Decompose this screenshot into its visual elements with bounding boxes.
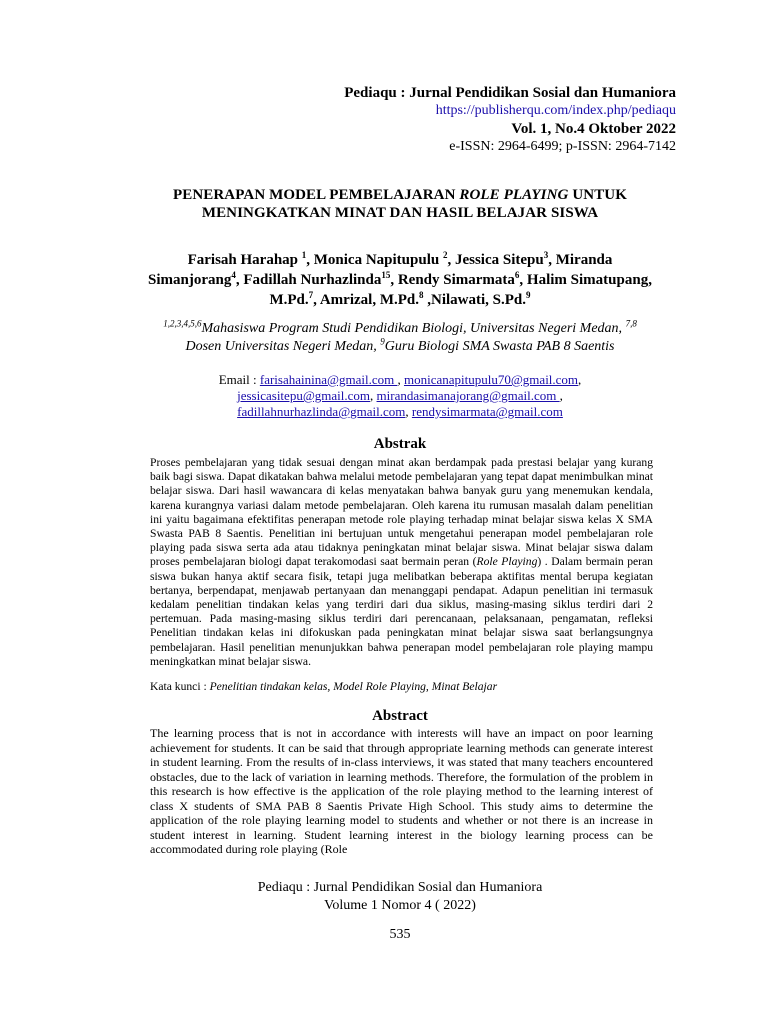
email-link[interactable]: rendysimarmata@gmail.com xyxy=(411,404,563,419)
author-sup: 8 xyxy=(418,290,424,300)
affil-sup: 7,8 xyxy=(625,318,637,329)
abstrak-heading: Abstrak xyxy=(373,436,427,452)
abstrak-text-italic: Role Playing xyxy=(476,555,538,569)
abstrak-body xyxy=(150,456,653,669)
author-sep: , xyxy=(548,252,556,268)
affil-text: Mahasiswa Program Studi Pendidikan Biologi, Universitas Negeri Medan, xyxy=(201,321,626,336)
author-sep: , xyxy=(313,292,320,308)
keywords-label: Kata kunci : xyxy=(150,680,210,693)
abstract-body: The learning process that is not in accordance with interests will have an impact on poor learning achievement for students. It can be said that through appropriate learning methods can generate interest in student learning. From the results of in-class interviews, it was stated that many teachers encountered obstacles, due to the lack of variation in learning methods. Therefore, the formulation of the problem in this research is how effective is the application of the role playing method to the learning interest of class X students of SMA PAB 8 Saentis Private High School. This study aims to determine the application of the role playing learning model to students and whether or not there is an increase in student interest in learning. Student learning interest in the biology learning process can be accommodated during role playing (Role xyxy=(150,726,653,856)
author-sep: , xyxy=(235,272,244,288)
author-name: Rendy Simarmata xyxy=(397,272,515,288)
author-name: Amrizal, M.Pd. xyxy=(319,292,419,308)
volume-info: Vol. 1, No.4 Oktober 2022 xyxy=(511,121,676,137)
author-list xyxy=(148,250,652,310)
keywords-text: Penelitian tindakan kelas, Model Role Playing, Minat Belajar xyxy=(209,680,498,693)
author-name: Halim Simatupang, M.Pd. xyxy=(269,272,652,308)
journal-url-link[interactable]: https://publisherqu.com/index.php/pediaqu xyxy=(435,103,676,118)
title-part1: PENERAPAN MODEL PEMBELAJARAN xyxy=(172,187,460,203)
author-sup: 9 xyxy=(526,290,531,300)
page-footer xyxy=(150,879,650,915)
affil-text: Guru Biologi SMA Swasta PAB 8 Saentis xyxy=(384,339,615,354)
abstract-heading: Abstract xyxy=(372,708,428,724)
author-name: Monica Napitupulu xyxy=(313,252,443,268)
affil-text: Dosen Universitas Negeri Medan, xyxy=(185,339,381,354)
journal-name: Pediaqu : Jurnal Pendidikan Sosial dan Humaniora xyxy=(344,85,676,101)
footer-journal: Pediaqu : Jurnal Pendidikan Sosial dan Humaniora xyxy=(257,880,543,895)
author-sup: 2 xyxy=(442,250,448,260)
author-sep: , xyxy=(390,272,398,288)
author-sep: , xyxy=(447,252,455,268)
affiliation xyxy=(150,320,650,356)
title-italic: ROLE PLAYING xyxy=(459,187,569,203)
email-label: Email : xyxy=(218,372,260,387)
author-name: Farisah Harahap xyxy=(187,252,302,268)
affil-sup: 9 xyxy=(380,336,385,347)
email-block: Email : farisahainina@gmail.com , monicanapitupulu70@gmail.com, jessicasitepu@gmail.com, mirandasimanajorang@gmail.com , fadillahnurhazlinda@gmail.com, rendysimarmata@gmail.com xyxy=(218,372,582,419)
email-link[interactable]: fadillahnurhazlinda@gmail.com xyxy=(237,404,406,419)
author-name: Fadillah Nurhazlinda xyxy=(243,272,382,288)
footer-volume: Volume 1 Nomor 4 ( 2022) xyxy=(324,898,476,913)
author-sup: 6 xyxy=(514,270,520,280)
affil-sup: 1,2,3,4,5,6 xyxy=(163,318,202,329)
title-line2: MENINGKATKAN MINAT DAN HASIL BELAJAR SISWA xyxy=(201,205,599,221)
abstrak-text-part: ) . Dalam bermain peran siswa bukan hanya aktif secara fisik, tetapi juga melibatkan beberapa aktifitas mental berupa kegiatan bertanya, berpendapat, menjawab pertanyaan dan menanggapi pendapat. Adapun penelitian ini termasuk kedalam penelitian tindakan kelas yang terdiri dari dua siklus, masing-masing siklus terdiri dari 2 pertemuan. Pada masing-masing siklus terdiri dari perencanaan, pelaksanaan, pengamatan, refleksi Penelitian tindakan kelas ini difokuskan pada peningkatan minat belajar siswa saat berlangsungnya pembelajaran. Hasil penelitian menunjukkan bahwa penerapan model pembelajaran role playing mampu meningkatkan minat belajar siswa. xyxy=(150,555,653,668)
author-name: Jessica Sitepu xyxy=(454,252,544,268)
author-sup: 3 xyxy=(543,250,549,260)
page-number: 535 xyxy=(389,927,411,942)
title-part2: UNTUK xyxy=(568,187,628,203)
keywords xyxy=(150,680,497,693)
paper-title xyxy=(150,186,650,222)
email-link[interactable]: farisahainina@gmail.com xyxy=(259,372,398,387)
author-sup: 1 xyxy=(301,250,307,260)
author-sep: , xyxy=(423,292,431,308)
author-name: Nilawati, S.Pd. xyxy=(430,292,526,308)
issn-info: e-ISSN: 2964-6499; p-ISSN: 2964-7142 xyxy=(449,139,676,154)
author-sep: , xyxy=(519,272,527,288)
author-sup: 4 xyxy=(231,270,236,280)
author-sep: , xyxy=(306,252,314,268)
email-link[interactable]: mirandasimanajorang@gmail.com xyxy=(376,388,560,403)
email-link[interactable]: jessicasitepu@gmail.com xyxy=(237,388,371,403)
author-sup: 7 xyxy=(308,290,314,300)
journal-header xyxy=(344,84,676,156)
author-name: Miranda Simanjorang xyxy=(148,252,613,288)
author-sup: 15 xyxy=(381,270,391,280)
email-link[interactable]: monicanapitupulu70@gmail.com xyxy=(403,372,579,387)
abstrak-text-part: Proses pembelajaran yang tidak sesuai dengan minat akan berdampak pada prestasi belajar yang kurang baik bagi siswa. Dapat dikatakan bahwa melalui metode pembelajaran yang tepat dapat menimbulkan minat belajar siswa. Dari hasil wawancara di kelas menyatakan bahwa banyak guru yang menemukan kendala, karena kurangnya variasi dalam metode pembelajaran. Oleh karena itu rumusan masalah dalam penelitian ini yaitu bagaimana efektifitas penerapan metode role playing terhadap minat belajar siswa kelas X SMA Swasta PAB 8 Saentis. Penelitian ini bertujuan untuk mengetahui penerapan model pembelajaran role playing pada siswa serta ada atau tidaknya peningkatan minat belajar siswa. Minat belajar siswa dalam proses pembelajaran biologi dapat terakomodasi saat bermain peran ( xyxy=(150,456,653,569)
